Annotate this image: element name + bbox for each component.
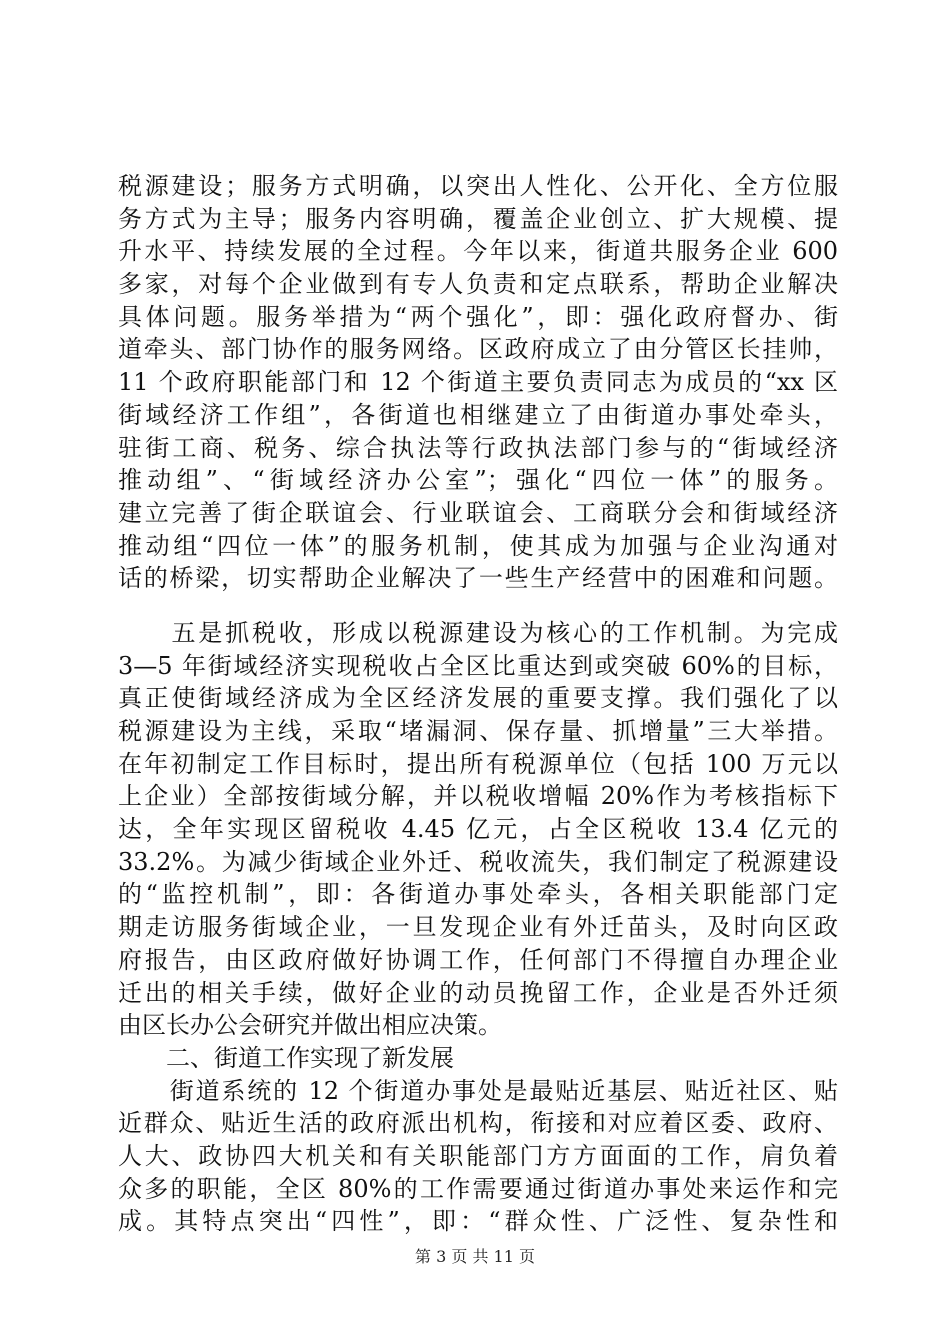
text-line: 人大、政协四大机关和有关职能部门方方面面的工作，肩负着 [118,1141,838,1170]
section-heading: 二、街道工作实现了新发展 [118,1043,454,1072]
page-number-footer: 第 3 页 共 11 页 [415,1247,535,1266]
text-line: 11 个政府职能部门和 12 个街道主要负责同志为成员的“xx 区 [118,368,838,397]
text-line: 的“监控机制”，即：各街道办事处牵头，各相关职能部门定 [118,880,838,909]
text-line: 升水平、持续发展的全过程。今年以来，街道共服务企业 600 [118,237,838,266]
text-line: 迁出的相关手续，做好企业的动员挽留工作，企业是否外迁须 [118,978,838,1007]
text-line: 近群众、贴近生活的政府派出机构，衔接和对应着区委、政府、 [118,1109,838,1138]
text-line: 达，全年实现区留税收 4.45 亿元，占全区税收 13.4 亿元的 [118,815,838,844]
text-line: 期走访服务街域企业，一旦发现企业有外迁苗头，及时向区政 [118,913,838,942]
text-line: 多家，对每个企业做到有专人负责和定点联系，帮助企业解决 [118,270,838,299]
text-line: 税源建设为主线，采取“堵漏洞、保存量、抓增量”三大举措。 [118,717,838,745]
text-line: 由区长办公会研究并做出相应决策。 [118,1011,502,1040]
text-line: 务方式为主导；服务内容明确，覆盖企业创立、扩大规模、提 [118,204,838,233]
text-line: 府报告，由区政府做好协调工作，任何部门不得擅自办理企业 [118,945,838,974]
document-body [118,170,838,1238]
text-line: 具体问题。服务举措为“两个强化”，即：强化政府督办、街 [118,302,838,331]
text-line: 真正使街域经济成为全区经济发展的重要支撑。我们强化了以 [118,684,838,713]
text-line: 推动组”、“街域经济办公室”；强化“四位一体”的服务。 [118,466,838,495]
text-line: 成。其特点突出“四性”，即：“群众性、广泛性、复杂性和 [118,1207,838,1236]
text-line: 道牵头、部门协作的服务网络。区政府成立了由分管区长挂帅， [118,335,838,364]
text-line: 驻街工商、税务、综合执法等行政执法部门参与的“街域经济 [118,433,838,462]
text-line: 五是抓税收，形成以税源建设为核心的工作机制。为完成 [118,618,838,647]
text-line: 在年初制定工作目标时，提出所有税源单位（包括 100 万元以 [118,749,838,778]
text-line: 话的桥梁，切实帮助企业解决了一些生产经营中的困难和问题。 [118,564,838,593]
paragraph-block-2 [118,617,838,1238]
paragraph-block-1 [118,170,838,595]
text-line: 33.2%。为减少街域企业外迁、税收流失，我们制定了税源建设 [118,847,838,876]
text-line: 建立完善了街企联谊会、行业联谊会、工商联分会和街域经济 [118,498,838,527]
text-line: 推动组“四位一体”的服务机制，使其成为加强与企业沟通对 [118,531,838,560]
paragraph-gap [118,595,838,617]
text-line: 街道系统的 12 个街道办事处是最贴近基层、贴近社区、贴 [118,1076,838,1105]
text-line: 3—5 年街域经济实现税收占全区比重达到或突破 60%的目标， [118,651,838,680]
text-line: 上企业）全部按街域分解，并以税收增幅 20%作为考核指标下 [118,782,838,811]
text-line: 税源建设；服务方式明确，以突出人性化、公开化、全方位服 [118,172,838,200]
text-line: 街域经济工作组”，各街道也相继建立了由街道办事处牵头， [118,400,838,429]
text-line: 众多的职能，全区 80%的工作需要通过街道办事处来运作和完 [118,1174,838,1203]
